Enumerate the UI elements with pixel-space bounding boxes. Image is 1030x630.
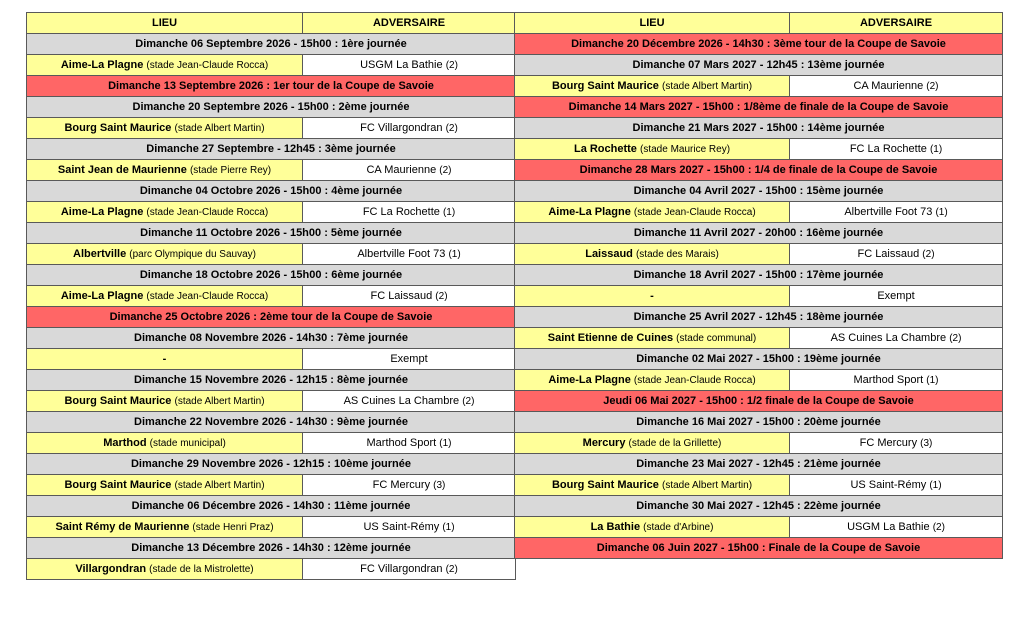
opponent-level: (1) [926,375,939,386]
venue-cell [27,286,303,307]
opponent-name: Marthod Sport [853,374,924,386]
venue-stadium: (stade Albert Martin) [174,123,265,134]
venue-name: Bourg Saint Maurice [551,80,659,92]
matchday-label: Dimanche 06 Septembre 2026 - 15h00 : 1ère journée [27,34,516,55]
fixture-row [515,244,1003,265]
venue-cell [515,517,790,538]
opponent-level: (2) [435,291,448,302]
fixture-row [27,286,516,307]
venue-name: Albertville [73,248,127,260]
cup-round-row [515,391,1003,412]
opponent-name: FC Mercury [372,479,431,491]
matchday-row [27,454,516,475]
venue-stadium: (stade Albert Martin) [661,81,753,92]
fixture-row [515,370,1003,391]
opponent-cell [303,244,516,265]
matchday-row [27,538,516,559]
matchday-row [515,496,1003,517]
opponent-cell [790,202,1003,223]
cup-round-row [515,538,1003,559]
venue-cell [515,475,790,496]
opponent-cell [790,76,1003,97]
matchday-label: Dimanche 30 Mai 2027 - 12h45 : 22ème journée [515,496,1003,517]
opponent-name: AS Cuines La Chambre [830,332,947,344]
opponent-name: USGM La Bathie [360,59,443,71]
venue-stadium: (stade de la Grillette) [628,438,722,449]
matchday-row [27,496,516,517]
cup-round-label: Dimanche 20 Décembre 2026 - 14h30 : 3ème tour de la Coupe de Savoie [515,34,1003,55]
cup-round-label: Dimanche 25 Octobre 2026 : 2ème tour de la Coupe de Savoie [27,307,516,328]
opponent-level: (1) [929,144,943,155]
opponent-level: (1) [442,207,456,218]
fixture-row [515,286,1003,307]
venue-cell [27,433,303,454]
venue-stadium: (stade Jean-Claude Rocca) [146,291,269,302]
venue-name: Saint Jean de Maurienne [57,164,187,176]
opponent-level: (2) [462,396,475,407]
opponent-level: (2) [932,522,945,533]
opponent-cell [790,328,1003,349]
venue-stadium: (stade Jean-Claude Rocca) [633,207,756,218]
opponent-name: Exempt [390,353,428,365]
venue-stadium: (stade Albert Martin) [174,480,265,491]
opponent-cell [790,433,1003,454]
venue-cell [27,475,303,496]
header-adversaire: ADVERSAIRE [303,13,516,34]
matchday-label: Dimanche 11 Avril 2027 - 20h00 : 16ème journée [515,223,1003,244]
matchday-row [515,349,1003,370]
cup-round-row [515,34,1003,55]
cup-round-row [515,160,1003,181]
matchday-label: Dimanche 29 Novembre 2026 - 12h15 : 10ème journée [27,454,516,475]
venue-cell [515,139,790,160]
matchday-label: Dimanche 07 Mars 2027 - 12h45 : 13ème journée [515,55,1003,76]
fixture-row [27,391,516,412]
matchday-label: Dimanche 04 Octobre 2026 - 15h00 : 4ème journée [27,181,516,202]
venue-name: La Bathie [590,521,641,533]
venue-stadium: (stade des Marais) [635,249,719,260]
cup-round-label: Dimanche 14 Mars 2027 - 15h00 : 1/8ème de finale de la Coupe de Savoie [515,97,1003,118]
fixture-row [27,517,516,538]
matchday-row [27,328,516,349]
opponent-name: CA Maurienne [366,164,437,176]
fixture-row [27,55,516,76]
venue-stadium: (stade de la Mistrolette) [149,564,254,575]
opponent-level: (2) [445,564,458,575]
venue-cell [27,55,303,76]
opponent-name: US Saint-Rémy [850,479,927,491]
matchday-label: Dimanche 27 Septembre - 12h45 : 3ème journée [27,139,516,160]
opponent-cell [303,160,516,181]
venue-name: Saint Rémy de Maurienne [55,521,190,533]
cup-round-row [27,76,516,97]
matchday-label: Dimanche 15 Novembre 2026 - 12h15 : 8ème journée [27,370,516,391]
venue-name: Marthod [103,437,147,449]
opponent-name: CA Maurienne [853,80,924,92]
matchday-label: Dimanche 16 Mai 2027 - 15h00 : 20ème journée [515,412,1003,433]
venue-name: - [162,353,167,365]
matchday-label: Dimanche 06 Décembre 2026 - 14h30 : 11ème journée [27,496,516,517]
venue-stadium: (stade d'Arbine) [643,522,714,533]
venue-stadium: (parc Olympique du Sauvay) [129,249,256,260]
fixture-row [27,202,516,223]
venue-name: Saint Etienne de Cuines [547,332,674,344]
opponent-cell [303,349,516,370]
opponent-level: (3) [433,480,446,491]
venue-name: - [650,290,654,302]
fixture-row [515,202,1003,223]
matchday-label: Dimanche 23 Mai 2027 - 12h45 : 21ème journée [515,454,1003,475]
matchday-row [27,181,516,202]
cup-round-label: Dimanche 28 Mars 2027 - 15h00 : 1/4 de finale de la Coupe de Savoie [515,160,1003,181]
opponent-cell [303,433,516,454]
venue-cell [515,244,790,265]
matchday-row [515,181,1003,202]
fixture-row [515,517,1003,538]
venue-cell [515,433,790,454]
header-adversaire: ADVERSAIRE [790,13,1003,34]
venue-name: Aime-La Plagne [60,59,144,71]
matchday-label: Dimanche 13 Décembre 2026 - 14h30 : 12ème journée [27,538,516,559]
opponent-level: (2) [926,81,939,92]
opponent-cell [790,286,1003,307]
fixture-row [27,433,516,454]
venue-name: Villargondran [75,563,147,575]
fixture-row [515,139,1003,160]
opponent-name: FC La Rochette [849,143,927,155]
fixture-row [515,76,1003,97]
venue-stadium: (stade Henri Praz) [192,522,274,533]
venue-cell [515,76,790,97]
fixture-row [515,475,1003,496]
matchday-row [27,412,516,433]
opponent-name: FC Laissaud [370,290,433,302]
matchday-label: Dimanche 11 Octobre 2026 - 15h00 : 5ème journée [27,223,516,244]
opponent-name: FC La Rochette [362,206,440,218]
venue-stadium: (stade Maurice Rey) [640,144,731,155]
fixture-row [515,433,1003,454]
opponent-level: (1) [442,522,455,533]
venue-name: Aime-La Plagne [548,374,631,386]
opponent-cell [303,286,516,307]
venue-cell [515,202,790,223]
opponent-cell [790,475,1003,496]
matchday-row [515,118,1003,139]
opponent-level: (1) [929,480,942,491]
venue-cell [515,328,790,349]
matchday-row [27,97,516,118]
matchday-row [515,223,1003,244]
matchday-label: Dimanche 04 Avril 2027 - 15h00 : 15ème journée [515,181,1003,202]
opponent-cell [790,244,1003,265]
opponent-level: (2) [922,249,935,260]
matchday-row [27,265,516,286]
matchday-label: Dimanche 18 Avril 2027 - 15h00 : 17ème journée [515,265,1003,286]
opponent-cell [303,517,516,538]
opponent-name: AS Cuines La Chambre [343,395,460,407]
opponent-cell [790,370,1003,391]
matchday-row [515,412,1003,433]
matchday-label: Dimanche 02 Mai 2027 - 15h00 : 19ème journée [515,349,1003,370]
fixture-row [27,160,516,181]
cup-round-row [515,97,1003,118]
venue-stadium: (stade Jean-Claude Rocca) [146,207,269,218]
venue-stadium: (stade Albert Martin) [174,396,265,407]
matchday-label: Dimanche 25 Avril 2027 - 12h45 : 18ème journée [515,307,1003,328]
matchday-label: Dimanche 21 Mars 2027 - 15h00 : 14ème journée [515,118,1003,139]
venue-cell [27,160,303,181]
opponent-name: FC Villargondran [360,122,443,134]
schedule-body-right [515,13,1003,559]
venue-cell [27,517,303,538]
opponent-cell [303,202,516,223]
fixture-row [515,328,1003,349]
schedule-table-left [26,12,516,580]
opponent-name: Marthod Sport [366,437,437,449]
opponent-name: Albertville Foot 73 [844,206,933,218]
opponent-cell [303,55,516,76]
venue-name: Bourg Saint Maurice [551,479,659,491]
venue-name: Bourg Saint Maurice [64,395,172,407]
opponent-cell [303,475,516,496]
fixture-row [27,475,516,496]
matchday-row [27,223,516,244]
matchday-row [27,34,516,55]
fixture-row [27,349,516,370]
venue-name: Aime-La Plagne [60,290,144,302]
venue-cell [515,286,790,307]
opponent-cell [790,517,1003,538]
venue-name: Mercury [582,437,626,449]
venue-stadium: (stade communal) [676,333,757,344]
matchday-row [27,139,516,160]
opponent-cell [303,391,516,412]
venue-name: Aime-La Plagne [548,206,631,218]
venue-cell [27,202,303,223]
venue-cell [27,244,303,265]
opponent-level: (2) [445,60,458,71]
cup-round-label: Dimanche 06 Juin 2027 - 15h00 : Finale de la Coupe de Savoie [515,538,1003,559]
matchday-row [27,370,516,391]
cup-round-label: Jeudi 06 Mai 2027 - 15h00 : 1/2 finale de la Coupe de Savoie [515,391,1003,412]
header-lieu: LIEU [27,13,303,34]
opponent-cell [303,559,516,580]
schedule-table-right [514,12,1003,559]
fixture-row [27,118,516,139]
venue-name: Aime-La Plagne [60,206,144,218]
venue-cell [27,391,303,412]
opponent-level: (1) [935,207,948,218]
opponent-cell [790,139,1003,160]
venue-cell [27,559,303,580]
header-row [27,13,516,34]
matchday-row [515,265,1003,286]
matchday-label: Dimanche 20 Septembre 2026 - 15h00 : 2ème journée [27,97,516,118]
venue-stadium: (stade Jean-Claude Rocca) [146,60,269,71]
cup-round-label: Dimanche 13 Septembre 2026 : 1er tour de la Coupe de Savoie [27,76,516,97]
opponent-level: (2) [439,165,452,176]
venue-name: La Rochette [573,143,637,155]
matchday-row [515,55,1003,76]
venue-stadium: (stade Pierre Rey) [189,165,272,176]
opponent-level: (2) [445,123,458,134]
opponent-name: Exempt [877,290,915,302]
matchday-label: Dimanche 18 Octobre 2026 - 15h00 : 6ème journée [27,265,516,286]
matchday-label: Dimanche 22 Novembre 2026 - 14h30 : 9ème journée [27,412,516,433]
cup-round-row [27,307,516,328]
venue-stadium: (stade Jean-Claude Rocca) [633,375,756,386]
opponent-level: (1) [448,249,461,260]
header-lieu: LIEU [515,13,790,34]
venue-name: Laissaud [585,248,633,260]
opponent-name: FC Mercury [859,437,918,449]
header-row [515,13,1003,34]
opponent-name: FC Laissaud [857,248,920,260]
opponent-name: Albertville Foot 73 [357,248,446,260]
opponent-level: (2) [949,333,962,344]
fixture-row [27,244,516,265]
opponent-name: USGM La Bathie [847,521,930,533]
venue-name: Bourg Saint Maurice [64,122,172,134]
venue-cell [515,370,790,391]
opponent-level: (1) [439,438,452,449]
venue-stadium: (stade Albert Martin) [661,480,753,491]
opponent-name: FC Villargondran [360,563,443,575]
venue-cell [27,349,303,370]
opponent-cell [303,118,516,139]
matchday-row [515,454,1003,475]
matchday-row [515,307,1003,328]
venue-name: Bourg Saint Maurice [64,479,172,491]
venue-stadium: (stade municipal) [149,438,226,449]
venue-cell [27,118,303,139]
fixture-row [27,559,516,580]
matchday-label: Dimanche 08 Novembre 2026 - 14h30 : 7ème journée [27,328,516,349]
schedule-body-left [27,13,516,580]
opponent-name: US Saint-Rémy [363,521,440,533]
opponent-level: (3) [920,438,933,449]
